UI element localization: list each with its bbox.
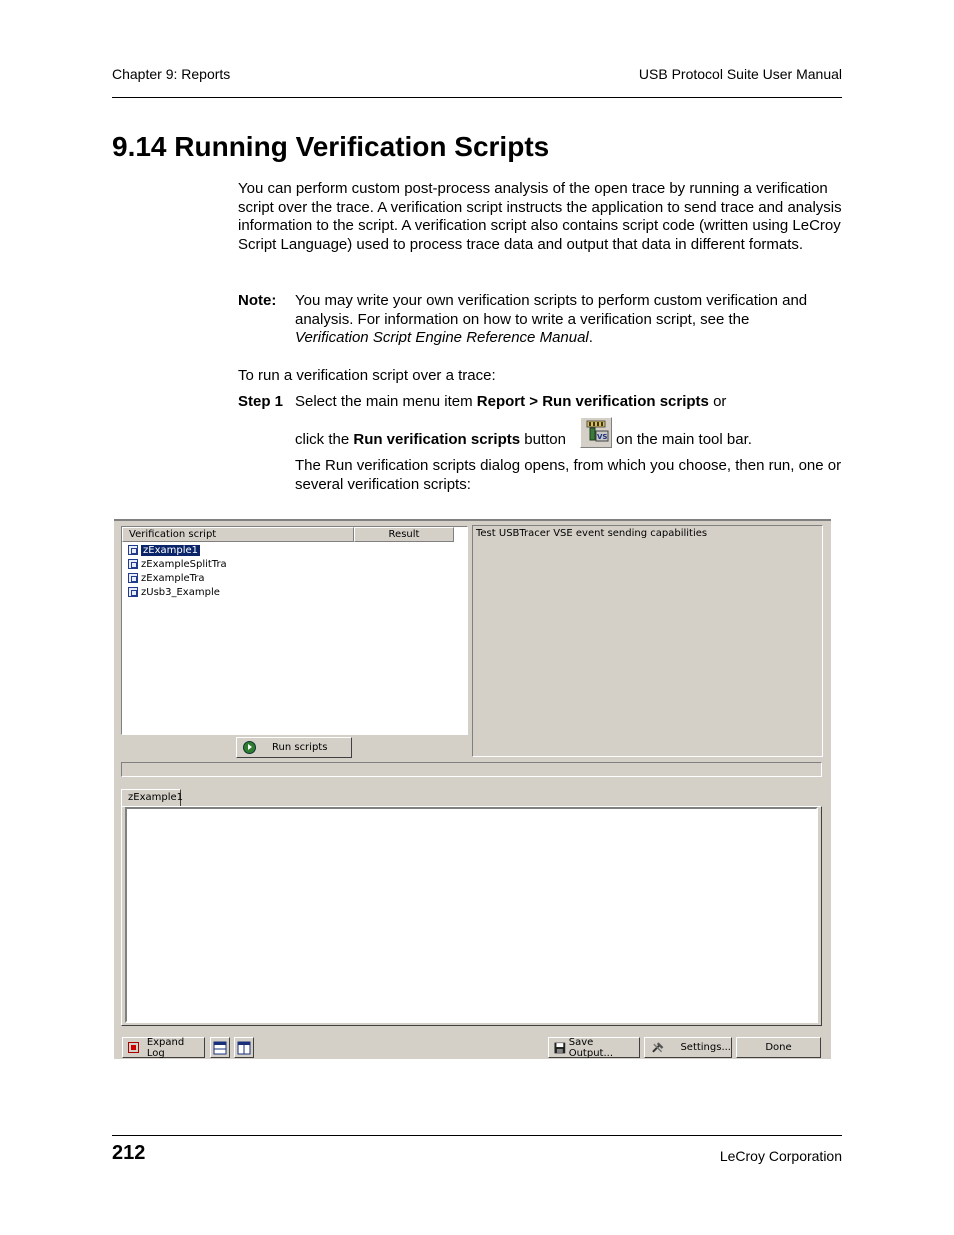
floppy-disk-icon	[554, 1042, 566, 1054]
tab-zexample1[interactable]	[121, 789, 181, 807]
script-item-label: zExampleTra	[141, 572, 205, 584]
script-item-zexampletra[interactable]	[128, 571, 205, 585]
script-file-icon	[128, 587, 138, 597]
play-icon	[243, 741, 256, 754]
run-scripts-label: Run scripts	[272, 742, 328, 753]
step1-text-b: or	[708, 393, 727, 410]
step1-line1	[295, 393, 726, 412]
column-header-result[interactable]: Result	[354, 527, 454, 542]
vertical-layout-button[interactable]	[234, 1037, 254, 1058]
svg-text:VS: VS	[597, 433, 608, 441]
script-file-icon	[128, 573, 138, 583]
step1-menu-path: Report > Run verification scripts	[476, 393, 709, 410]
script-item-label: zExampleSplitTra	[141, 558, 227, 570]
done-button[interactable]	[736, 1037, 821, 1058]
step1-label: Step 1	[238, 393, 284, 410]
script-file-icon	[128, 559, 138, 569]
done-label: Done	[765, 1042, 792, 1053]
save-output-button[interactable]	[548, 1037, 640, 1058]
script-file-icon	[128, 545, 138, 555]
tools-icon	[651, 1041, 664, 1054]
expand-log-label: Expand Log	[146, 1036, 185, 1059]
step1-text-c: click the	[295, 431, 354, 448]
settings-label: Settings...	[680, 1042, 731, 1053]
horizontal-layout-button[interactable]	[210, 1037, 230, 1058]
lead-text: To run a verification script over a trace:	[238, 367, 496, 384]
step1-text-d: button	[520, 431, 566, 448]
step1-line2-end: on the main tool bar.	[616, 431, 752, 448]
step1-button-name: Run verification scripts	[353, 431, 521, 448]
settings-button[interactable]	[644, 1037, 732, 1058]
page-number: 212	[112, 1142, 146, 1164]
dialog-top-edge	[114, 519, 831, 521]
header-rule	[112, 97, 842, 98]
chapter-header: Chapter 9: Reports	[112, 66, 231, 82]
run-scripts-button[interactable]	[236, 737, 352, 758]
script-item-label: zExample1	[143, 544, 198, 556]
manual-title-header: USB Protocol Suite User Manual	[638, 66, 842, 82]
note-text	[295, 292, 815, 348]
horizontal-split-icon	[213, 1041, 227, 1055]
note-reference: Verification Script Engine Reference Manual	[295, 329, 589, 347]
footer-rule	[112, 1135, 842, 1136]
script-description-pane	[472, 525, 823, 757]
note-end: .	[588, 329, 593, 347]
expand-icon	[128, 1042, 139, 1053]
step1-text-a: Select the main menu item	[295, 393, 477, 410]
script-item-zusb3-example[interactable]	[128, 585, 220, 599]
intro-paragraph: You can perform custom post-process analysis of the open trace by running a verification script over the trace. A verification script instructs the application to send trace and analysis information to the script. A verification script also contains script code (written using LeCroy Script Language) used to process trace data and output that data in different formats.	[238, 180, 842, 254]
company-footer: LeCroy Corporation	[719, 1148, 842, 1164]
script-description-text: Test USBTracer VSE event sending capabilities	[476, 528, 708, 539]
step1-description: The Run verification scripts dialog opens, from which you choose, then run, one or several verification scripts:	[295, 457, 842, 493]
script-list[interactable]	[121, 526, 468, 735]
script-item-zexample1[interactable]	[128, 543, 200, 557]
column-header-script[interactable]: Verification script	[122, 527, 354, 542]
step1-line2	[295, 431, 566, 450]
run-verification-scripts-dialog	[114, 519, 831, 1059]
script-item-label: zUsb3_Example	[141, 586, 220, 598]
note-label: Note:	[238, 292, 277, 309]
progress-bar	[121, 762, 822, 777]
output-text-area[interactable]	[125, 807, 818, 1023]
script-item-zexamplesplittra[interactable]	[128, 557, 227, 571]
expand-log-button[interactable]	[122, 1037, 205, 1058]
output-panel	[121, 806, 822, 1026]
run-verification-scripts-icon	[580, 417, 612, 448]
tab-label: zExample1	[128, 792, 183, 803]
note-body: You may write your own verification scripts to perform custom verification and analysis. For information on how to write a verification script, see the	[295, 292, 808, 328]
section-title: 9.14 Running Verification Scripts	[112, 131, 550, 162]
save-output-label: Save Output...	[568, 1036, 613, 1059]
vertical-split-icon	[237, 1041, 251, 1055]
